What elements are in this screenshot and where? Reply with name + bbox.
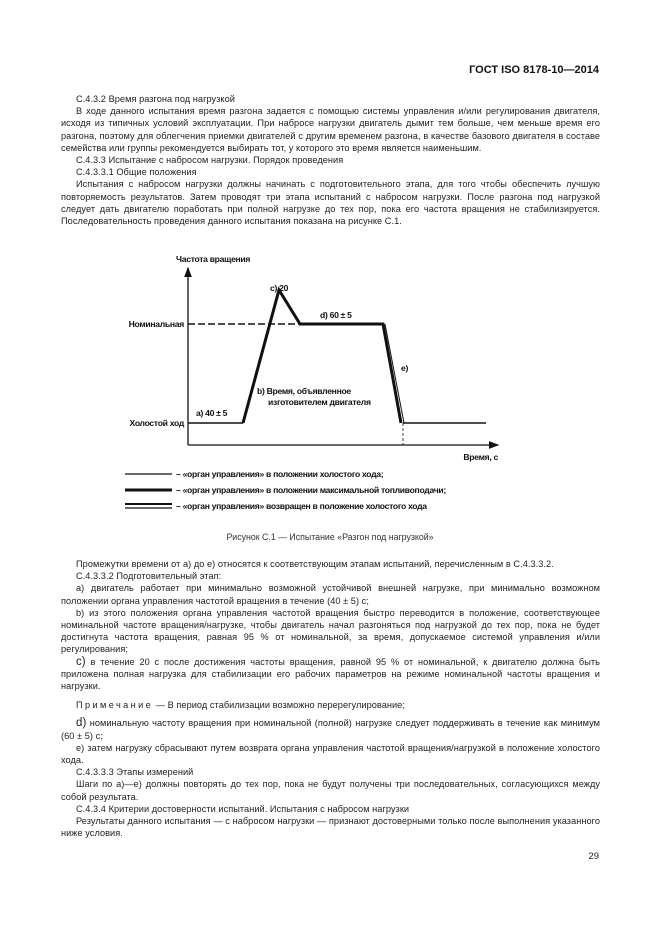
y-axis-label: Частота вращения [176, 254, 251, 264]
level-idle-label: Холостой ход [129, 418, 184, 428]
list-text: в течение 20 с после достижения частоты вращения, равной 95 % от номинальной, к двигателю должна быть приложена полная нагрузка для стабилизации его рабочих параметров на режиме номинальной частоты вращения и нагрузки. [61, 656, 600, 692]
heading: С.4.3.4 Критерии достоверности испытаний. Испытания с набросом нагрузки [76, 803, 410, 814]
note-label: Примечание [76, 700, 154, 711]
label-b-line1: b) Время, объявленное [257, 386, 351, 396]
label-c: c) 20 [270, 283, 289, 293]
note [61, 699, 600, 711]
heading: С.4.3.3.1 Общие положения [76, 167, 197, 178]
page-number: 29 [588, 851, 599, 862]
list-text: номинальную частоту вращения при номинальной (полной) нагрузке следует поддерживать в течение как минимум (60 ± 5) с; [61, 718, 600, 741]
paragraph: Результаты данного испытания — с набросом нагрузки — признают достоверными только после выполнения указанного ниже условия. [61, 816, 600, 839]
paragraph: Шаги по а)—е) должны повторять до тех пор, пока не будут получены три последовательных, согласующихся между собой результата. [61, 779, 600, 802]
level-nominal-label: Номинальная [128, 319, 184, 329]
list-letter: c) [76, 655, 86, 668]
label-a: а) 40 ± 5 [196, 408, 228, 418]
list-item-c [61, 656, 600, 693]
label-e: e) [401, 363, 409, 373]
list-letter: d) [76, 717, 87, 730]
paragraph: В ходе данного испытания время разгона задается с помощью системы управления и/или регулирования двигателя, исходя из типичных условий эксплуатации. При набросе нагрузки двигатель дымит тем больше, чем меньше время его разгона, поэтому для облегчения приемки двигателей с другим временем разгона, в качестве базового двигателя в составе семейства или группы рекомендуется выбирать тот, у которого это время является наименьшим. [61, 106, 600, 153]
heading: С.4.3.3 Испытание с набросом нагрузки. Порядок проведения [76, 155, 344, 166]
list-item-a: а) двигатель работает при минимально возможной устойчивой внешней нагрузке, при минимально возможном положении органа управления частотой вращения в течение (40 ± 5) с; [61, 583, 600, 606]
list-item-d [61, 717, 600, 741]
document-header: ГОСТ ISO 8178-10—2014 [469, 64, 599, 76]
paragraph: Промежутки времени от а) до е) относятся к соответствующим этапам испытаний, перечисленным в С.4.3.3.2. [76, 559, 554, 569]
label-d: d) 60 ± 5 [320, 310, 352, 320]
legend-item: – «орган управления» возвращен в положение холостого хода [176, 501, 427, 511]
note-text: — В период стабилизации возможно перерегулирование; [153, 700, 405, 711]
legend-item: – «орган управления» в положении максимальной топливоподачи; [176, 485, 446, 495]
x-axis-label: Время, с [463, 452, 498, 462]
heading: С.4.3.3.3 Этапы измерений [76, 767, 194, 778]
heading: С.4.3.2 Время разгона под нагрузкой [76, 94, 235, 104]
figure-caption: Рисунок С.1 — Испытание «Разгон под нагрузкой» [226, 532, 434, 542]
section-c4332 [61, 558, 600, 839]
list-item-e: е) затем нагрузку сбрасывают путем возврата органа управления частотой вращения/нагрузкой в положение холостого хода. [61, 742, 600, 766]
heading: С.4.3.3.2 Подготовительный этап: [76, 571, 222, 582]
list-item-b: b) из этого положения органа управления частотой вращения быстро переводится в положение, соответствующее номинальной частоте вращения/нагрузке, чтобы двигатель начал разгоняться под нагрузкой до тех пор, пока не будет достигнута частота вращения, равная 95 % от номинальной, за время, допускаемое системой управления и/или регулирования; [61, 607, 600, 655]
paragraph: Испытания с набросом нагрузки должны начинать с подготовительного этапа, для того чтобы обеспечить лучшую повторяемость результатов. Затем проводят три этапа испытаний с набросом нагрузки. После разгона под нагрузкой следует дать двигателю поработать при полной нагрузке до тех пор, пока его частота вращения не стабилизируется. Последовательность проведения данного испытания показана на рисунке С.1. [61, 179, 600, 227]
curve-return-segment [385, 324, 404, 423]
label-b-line2: изготовителем двигателя [268, 397, 371, 407]
legend-item: – «орган управления» в положении холостого хода; [176, 469, 384, 479]
